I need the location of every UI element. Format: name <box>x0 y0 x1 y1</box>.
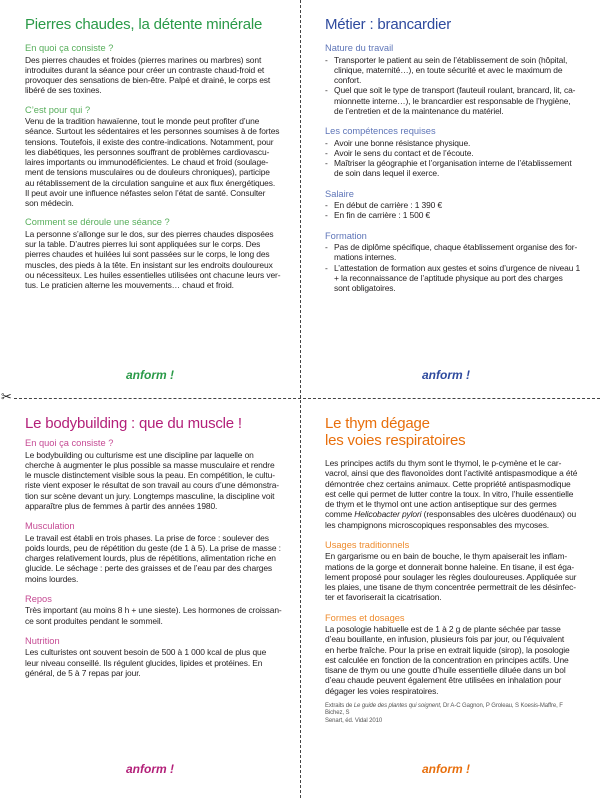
paragraph: En gargarisme ou en bain de bouche, le thym apaiserait les inflam- mations de la gorge et donnerait bonne haleine. En tisane, il est éga- lement proposé pour soulager les règles douloureuses. Appliquée sur les plaies, une tisane de thym concentrée permettrait de les désinfec- ter et favoriserait la cicatrisation. <box>325 551 577 603</box>
section-heading: Usages traditionnels <box>325 539 410 550</box>
list-item: - Avoir une bonne résistance physique. <box>325 138 582 148</box>
brand-logo: anform ! <box>422 762 470 776</box>
card-title: Le thym dégage les voies respiratoires <box>325 415 466 449</box>
section-heading: En quoi ça consiste ? <box>25 43 114 53</box>
brand-logo: anform ! <box>422 368 470 382</box>
section-en-quoi <box>25 43 288 96</box>
section-pour-qui <box>25 105 288 209</box>
paragraph: Le bodybuilding ou culturisme est une discipline par laquelle on cherche à augmenter le plus possible sa masse musculaire et rendre le muscle distinctement visible sous la peau. En compétition, le cultu- riste vient exposer le résultat de son travail au cours d’une démonstra- tion sur scène devant un jury. Longtemps masculine, la discipline voit apparaître plus de femmes à partir des années 1980. <box>25 449 279 511</box>
list-item: - En fin de carrière : 1 500 € <box>325 210 582 220</box>
list-item: - Avoir le sens du contact et de l’écoute. <box>325 148 582 158</box>
card-pierres-chaudes <box>0 0 300 395</box>
paragraph: Le travail est établi en trois phases. La prise de force : soulever des poids lourds, peu de répétition du geste (de 1 à 5). La prise de masse : charges relativement lourds, plus de répétitions, alimentation riche en glucide. Le séchage : perte des graisses et de l’eau par des charges moins lourdes. <box>25 532 281 584</box>
paragraph: La posologie habituelle est de 1 à 2 g de plante séchée par tasse d’eau bouillante, en infusion, plusieurs fois par jour, ou l’équivalent en herbe fraîche. Pour la prise en extrait liquide (sirop), la posologie est calculée en fonction de la concentration en principes actifs. Une tisane de thym ou une goutte d’huile essentielle diluée dans un bol d’eau chaude peuvent également être utilisées en inhalation pour dégager les voies respiratoires. <box>325 624 570 696</box>
section-intro <box>325 458 582 530</box>
section-heading: Formation <box>325 230 367 241</box>
list-item: - Transporter le patient au sein de l’établissement de soin (hôpital, clinique, maternité…), en toute sécurité et avec le maximum de confort. <box>325 55 582 86</box>
brand-logo: anform ! <box>126 762 174 776</box>
paragraph: La personne s’allonge sur le dos, sur des pierres chaudes disposées sur la table. D’autres pierres lui sont appliquées sur le corps. Des pierres chaudes et huilées lui sont passées sur le corps, le long des muscles, des pieds à la tête. En insistant sur les endroits douloureux ou nécessiteux. Les huiles essentielles utilisées ont chacune leurs ver- tus. Le praticien alterne les mouvements… chaud et froid. <box>25 228 281 290</box>
card-title: Le bodybuilding : que du muscle ! <box>25 415 242 432</box>
list-item: - Pas de diplôme spécifique, chaque établissement organise des for- mations internes. <box>325 242 582 263</box>
section-formes <box>325 613 582 696</box>
section-competences <box>325 126 582 179</box>
section-heading: Repos <box>25 593 52 604</box>
section-heading: Nutrition <box>25 635 60 646</box>
list-item: - En début de carrière : 1 390 € <box>325 200 582 210</box>
section-heading: En quoi ça consiste ? <box>25 438 114 448</box>
card-title: Pierres chaudes, la détente minérale <box>25 16 263 33</box>
section-salaire <box>325 189 582 221</box>
source-credit: Extraits de Le guide des plantes qui soignent, Dr A-C Gagnon, P Groleau, S Koesis-Maffre, F Bichez, S Senart, éd. Vidal 2010 <box>325 702 563 724</box>
section-musculation <box>25 521 288 584</box>
paragraph: Très important (au moins 8 h + une sieste). Les hormones de croissan- ce sont produites pendant le sommeil. <box>25 605 282 626</box>
section-heading: Formes et dosages <box>325 612 405 623</box>
card-bodybuilding <box>0 405 300 798</box>
section-repos <box>25 594 288 626</box>
paragraph: Venu de la tradition hawaïenne, tout le monde peut profiter d’une séance. Surtout les sédentaires et les personnes soumises à de fortes tensions. Toutefois, il existe des contre-indications. Notamment, pour les diabétiques, les personnes souffrant de problèmes cardiovascu- laires importants ou immunodéficientes. Le chaud et froid (soulage- ment de tensions musculaires ou de douleurs chroniques), participe au rétablissement de la circulation sanguine et aux flux énergétiques. Il peut avoir une influence néfastes selon l’état de santé. Consulter son médecin. <box>25 116 280 208</box>
section-heading: Les compétences requises <box>325 126 436 136</box>
section-heading: Comment se déroule une séance ? <box>25 217 170 228</box>
section-heading: C’est pour qui ? <box>25 104 91 115</box>
brand-logo: anform ! <box>126 368 174 382</box>
card-brancardier <box>300 0 600 395</box>
section-heading: Salaire <box>325 188 354 199</box>
card-thym <box>300 405 600 798</box>
horizontal-cut-line <box>14 398 600 399</box>
section-seance <box>25 217 288 290</box>
list-item: - L’attestation de formation aux gestes et soins d’urgence de niveau 1 + la reconnaissance de l’aptitude physique au port des charges sont obligatoires. <box>325 263 582 294</box>
paragraph: Les culturistes ont souvent besoin de 500 à 1 000 kcal de plus que leur niveau conseillé. Ils régulent glucides, lipides et protéines. En général, de 5 à 7 repas par jour. <box>25 647 267 678</box>
paragraph: Des pierres chaudes et froides (pierres marines ou marbres) sont introduites durant la séance pour créer un contraste chaud-froid et provoquer des sensations de bien-être. Palpé et drainé, le corps est libéré de ses toxines. <box>25 54 271 96</box>
section-formation <box>325 231 582 294</box>
bullet-list <box>325 138 582 179</box>
list-item: - Maîtriser la géographie et l’organisation interne de l’établissement de soin dans lequel il exerce. <box>325 158 582 179</box>
section-en-quoi <box>25 438 288 511</box>
section-nutrition <box>25 636 288 678</box>
section-nature <box>325 43 582 116</box>
bullet-list <box>325 242 582 293</box>
bullet-list <box>325 55 582 117</box>
list-item: - Quel que soit le type de transport (fauteuil roulant, brancard, lit, ca- mionnette interne…), le brancardier est responsable de l’hygiène, de l’entretien et de la maintenance du matériel. <box>325 85 582 116</box>
card-title: Métier : brancardier <box>325 16 452 33</box>
scissors-icon: ✂ <box>1 389 12 404</box>
section-heading: Nature du travail <box>325 43 394 53</box>
bullet-list <box>325 200 582 221</box>
paragraph: Les principes actifs du thym sont le thymol, le p-cymène et le car- vacrol, ainsi que des flavonoïdes dont l’activité antispasmodique a été démontrée chez certains animaux. Cette propriété antispasmodique est celle qui permet de lutter contre la toux. In vitro, l’huile essentielle de thym et le thymol ont une action antiseptique sur des germes comme Helicobacter pylori (responsables des ulcères duodénaux) ou les champignons microscopiques responsables des mycoses. <box>325 458 578 530</box>
section-heading: Musculation <box>25 521 75 531</box>
section-usages <box>325 540 582 603</box>
